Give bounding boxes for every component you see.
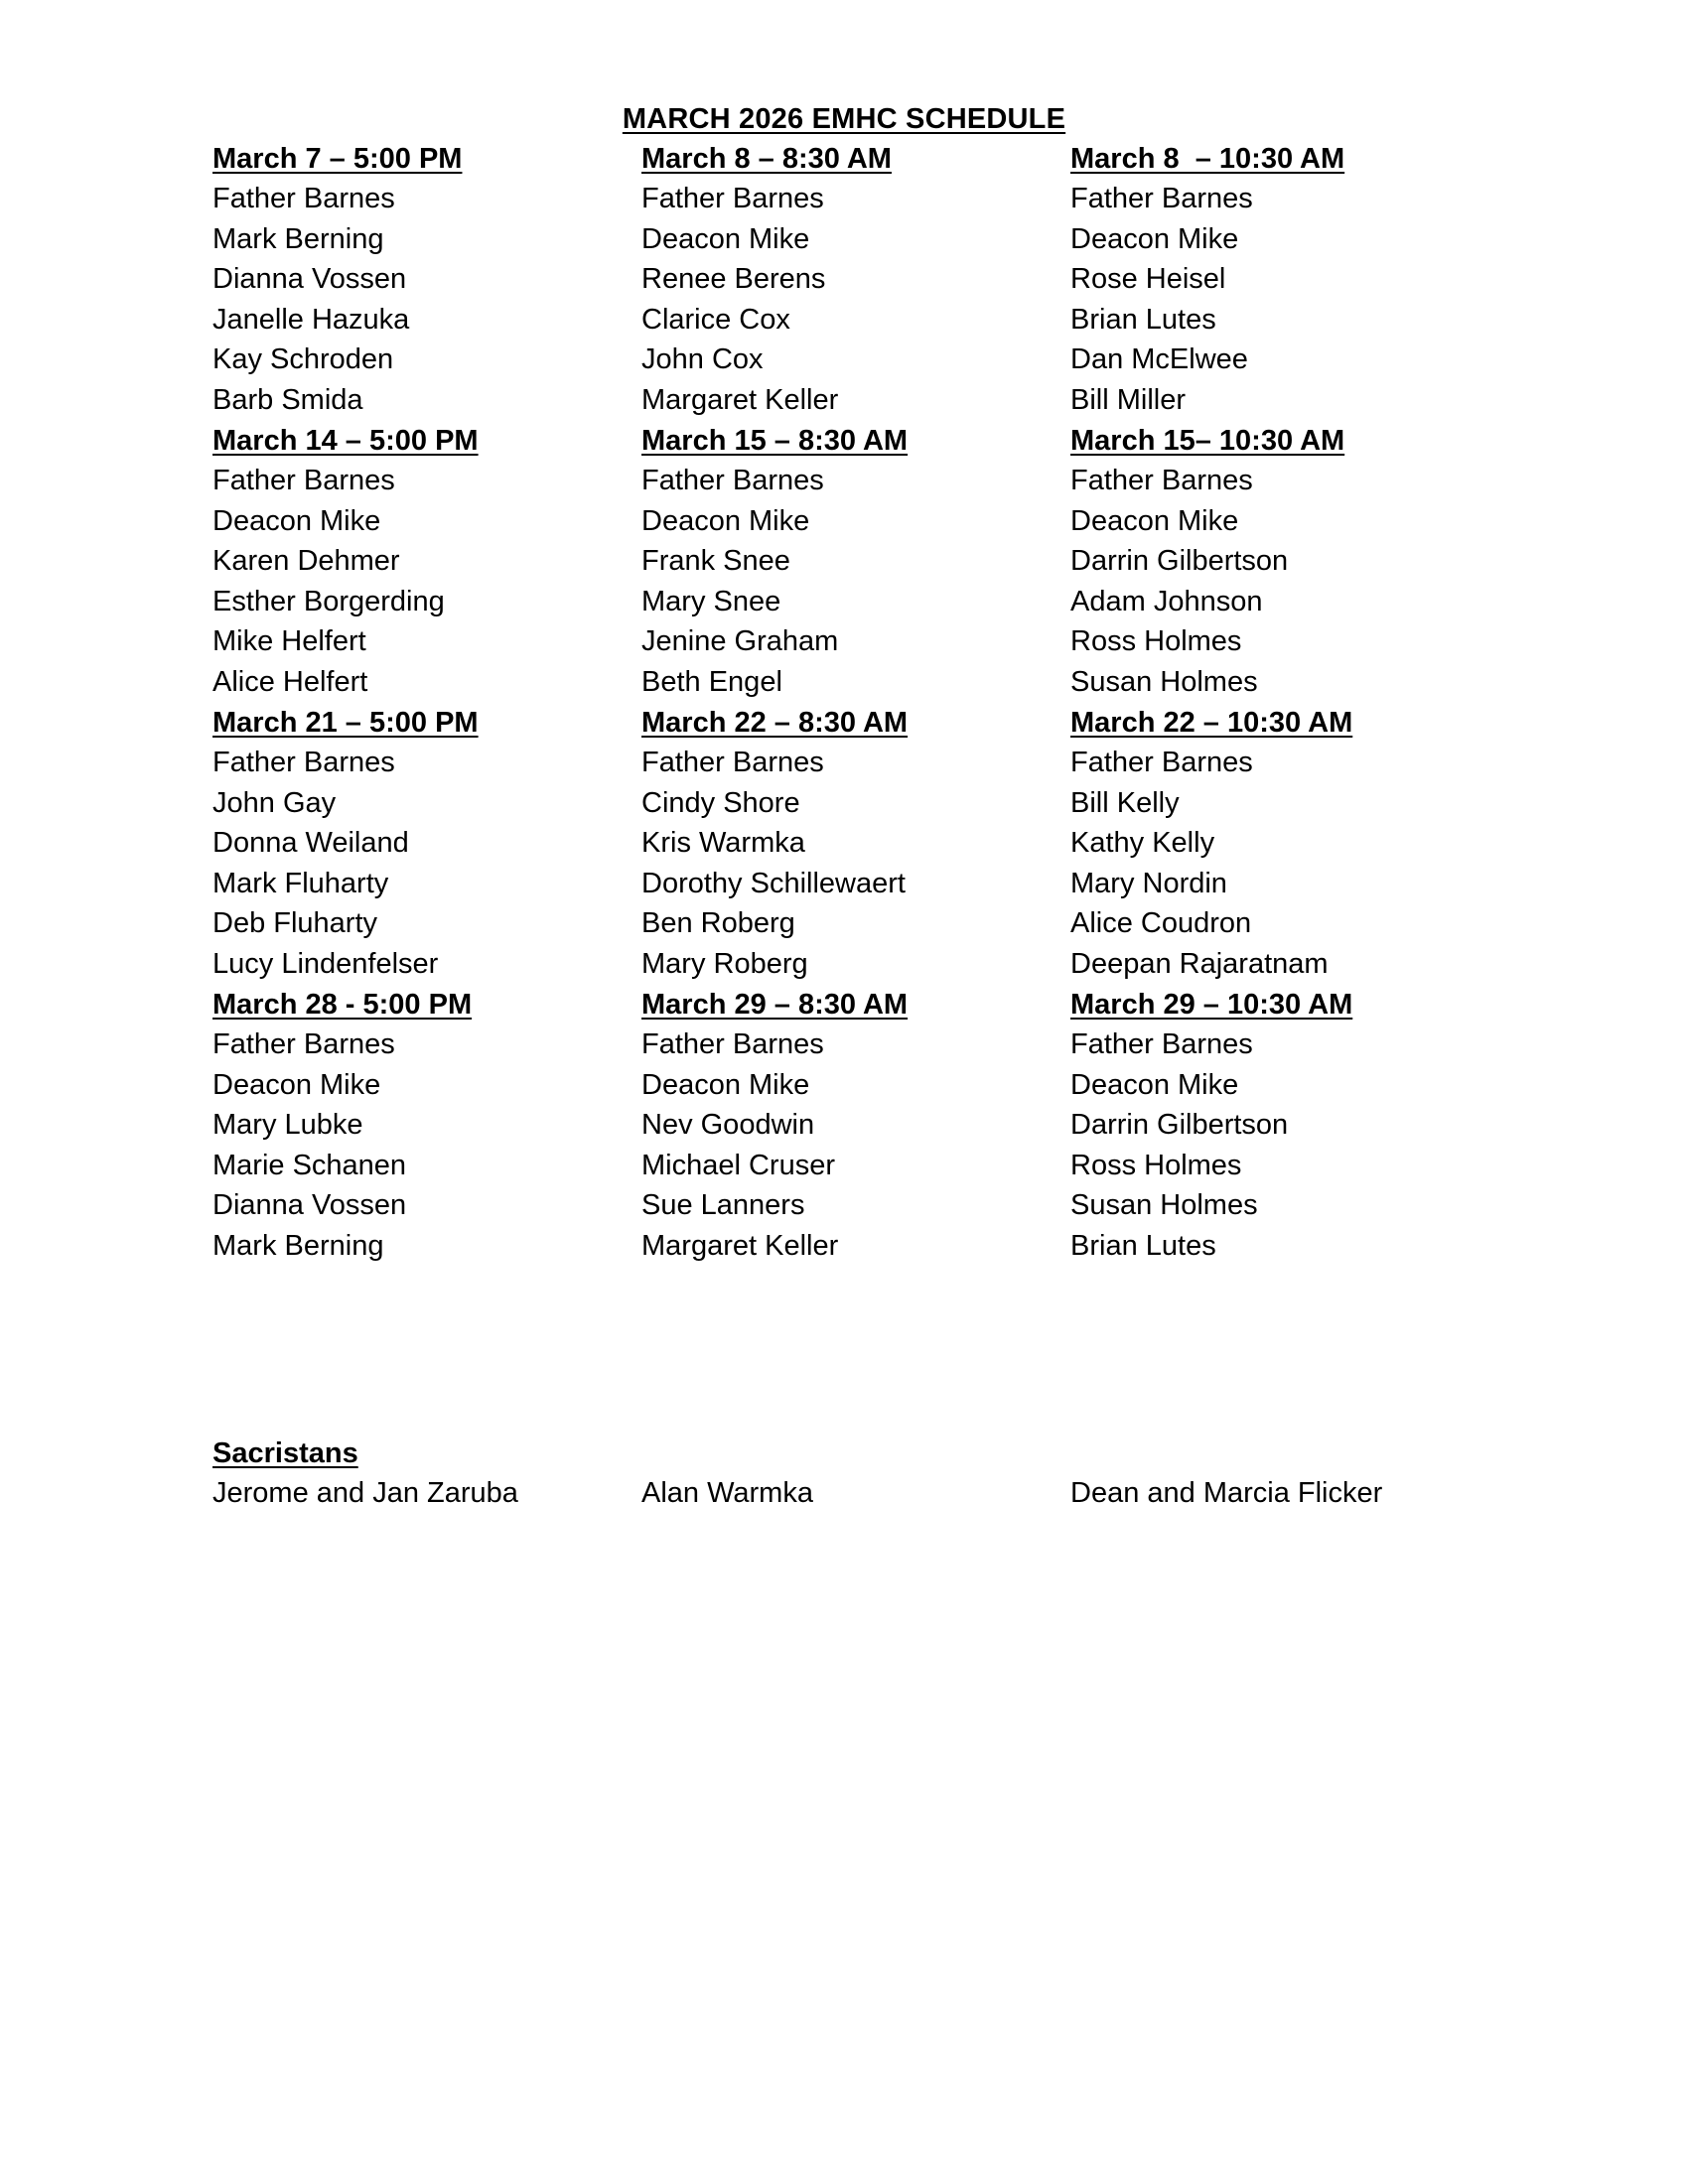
minister-name: Mary Lubke — [212, 1109, 363, 1142]
mass-heading: March 14 – 5:00 PM — [212, 425, 479, 457]
minister-name: John Gay — [212, 786, 337, 819]
minister-name: Dianna Vossen — [212, 1189, 407, 1222]
mass-column — [212, 985, 641, 1262]
minister-name: Deacon Mike — [641, 1068, 810, 1101]
mass-heading: March 22 – 8:30 AM — [641, 707, 909, 739]
mass-heading: March 8 – 10:30 AM — [1070, 143, 1345, 175]
minister-name: Mark Berning — [212, 1229, 384, 1262]
minister-name: Mark Fluharty — [212, 867, 389, 899]
minister-name: Deacon Mike — [212, 1068, 381, 1101]
sacristan-name: Jerome and Jan Zaruba — [212, 1477, 518, 1509]
mass-heading: March 7 – 5:00 PM — [212, 143, 463, 175]
week-row-4 — [212, 985, 1503, 1262]
minister-name: Kay Schroden — [212, 343, 394, 376]
mass-column — [212, 139, 641, 416]
mass-heading: March 22 – 10:30 AM — [1070, 707, 1353, 739]
sacristans-row — [212, 1473, 1503, 1513]
minister-name: Mary Roberg — [641, 947, 808, 980]
minister-name: Father Barnes — [1070, 465, 1253, 496]
minister-name: Renee Berens — [641, 263, 826, 296]
minister-name: Mary Nordin — [1070, 867, 1227, 899]
minister-name: Bill Miller — [1070, 383, 1186, 416]
mass-column — [1070, 139, 1499, 416]
minister-name: Donna Weiland — [212, 827, 409, 860]
minister-name: Deacon Mike — [1070, 222, 1239, 255]
minister-name: Father Barnes — [641, 465, 824, 496]
minister-name: Mary Snee — [641, 585, 781, 617]
minister-name: Michael Cruser — [641, 1149, 835, 1181]
mass-column — [641, 139, 1070, 416]
mass-heading: March 29 – 10:30 AM — [1070, 989, 1353, 1021]
minister-name: Father Barnes — [641, 183, 824, 214]
minister-name: Barb Smida — [212, 383, 363, 416]
minister-name: Deb Fluharty — [212, 907, 378, 940]
minister-name: Rose Heisel — [1070, 263, 1226, 296]
minister-name: Beth Engel — [641, 665, 782, 698]
minister-name: Dorothy Schillewaert — [641, 867, 906, 899]
minister-name: Darrin Gilbertson — [1070, 1109, 1289, 1142]
minister-name: Margaret Keller — [641, 383, 839, 416]
sacristan-name: Dean and Marcia Flicker — [1070, 1477, 1383, 1509]
mass-heading: March 29 – 8:30 AM — [641, 989, 909, 1021]
minister-name: John Cox — [641, 343, 764, 376]
minister-name: Alice Coudron — [1070, 907, 1252, 940]
minister-name: Bill Kelly — [1070, 786, 1180, 819]
minister-name: Ross Holmes — [1070, 1149, 1242, 1181]
minister-name: Cindy Shore — [641, 786, 800, 819]
minister-name: Esther Borgerding — [212, 585, 445, 617]
minister-name: Alice Helfert — [212, 665, 368, 698]
minister-name: Marie Schanen — [212, 1149, 407, 1181]
mass-heading: March 21 – 5:00 PM — [212, 707, 479, 739]
mass-column — [212, 703, 641, 980]
minister-name: Father Barnes — [641, 747, 824, 778]
minister-name: Father Barnes — [212, 747, 395, 778]
mass-heading: March 8 – 8:30 AM — [641, 143, 892, 175]
minister-name: Deacon Mike — [1070, 504, 1239, 537]
page-title: MARCH 2026 EMHC SCHEDULE — [622, 103, 1066, 135]
minister-name: Brian Lutes — [1070, 303, 1216, 336]
minister-name: Mike Helfert — [212, 625, 366, 658]
minister-name: Kathy Kelly — [1070, 827, 1215, 860]
minister-name: Sue Lanners — [641, 1189, 805, 1222]
mass-heading: March 15 – 8:30 AM — [641, 425, 909, 457]
minister-name: Ross Holmes — [1070, 625, 1242, 658]
mass-heading: March 15– 10:30 AM — [1070, 425, 1345, 457]
mass-column — [641, 421, 1070, 698]
minister-name: Father Barnes — [641, 1028, 824, 1060]
week-row-2 — [212, 421, 1503, 698]
minister-name: Susan Holmes — [1070, 665, 1258, 698]
minister-name: Dianna Vossen — [212, 263, 407, 296]
minister-name: Father Barnes — [212, 1028, 395, 1060]
sacristans-section — [212, 1433, 1503, 1513]
minister-name: Darrin Gilbertson — [1070, 545, 1289, 578]
minister-name: Adam Johnson — [1070, 585, 1263, 617]
minister-name: Dan McElwee — [1070, 343, 1248, 376]
sacristans-heading: Sacristans — [212, 1437, 358, 1469]
minister-name: Clarice Cox — [641, 303, 790, 336]
minister-name: Deacon Mike — [641, 222, 810, 255]
mass-column — [1070, 421, 1499, 698]
mass-column — [212, 421, 641, 698]
minister-name: Kris Warmka — [641, 827, 805, 860]
minister-name: Lucy Lindenfelser — [212, 947, 439, 980]
minister-name: Father Barnes — [212, 465, 395, 496]
mass-column — [641, 703, 1070, 980]
sacristan-name: Alan Warmka — [641, 1477, 813, 1509]
minister-name: Janelle Hazuka — [212, 303, 410, 336]
minister-name: Ben Roberg — [641, 907, 795, 940]
minister-name: Father Barnes — [1070, 747, 1253, 778]
minister-name: Deepan Rajaratnam — [1070, 947, 1329, 980]
schedule-grid — [212, 139, 1503, 1267]
minister-name: Karen Dehmer — [212, 545, 400, 578]
mass-heading: March 28 - 5:00 PM — [212, 989, 473, 1021]
minister-name: Margaret Keller — [641, 1229, 839, 1262]
minister-name: Frank Snee — [641, 545, 790, 578]
mass-column — [1070, 985, 1499, 1262]
minister-name: Deacon Mike — [1070, 1068, 1239, 1101]
mass-column — [1070, 703, 1499, 980]
minister-name: Deacon Mike — [212, 504, 381, 537]
minister-name: Father Barnes — [1070, 183, 1253, 214]
minister-name: Father Barnes — [212, 183, 395, 214]
minister-name: Brian Lutes — [1070, 1229, 1216, 1262]
minister-name: Jenine Graham — [641, 625, 839, 658]
mass-column — [641, 985, 1070, 1262]
week-row-1 — [212, 139, 1503, 416]
minister-name: Nev Goodwin — [641, 1109, 815, 1142]
week-row-3 — [212, 703, 1503, 980]
minister-name: Mark Berning — [212, 222, 384, 255]
minister-name: Susan Holmes — [1070, 1189, 1258, 1222]
minister-name: Father Barnes — [1070, 1028, 1253, 1060]
minister-name: Deacon Mike — [641, 504, 810, 537]
